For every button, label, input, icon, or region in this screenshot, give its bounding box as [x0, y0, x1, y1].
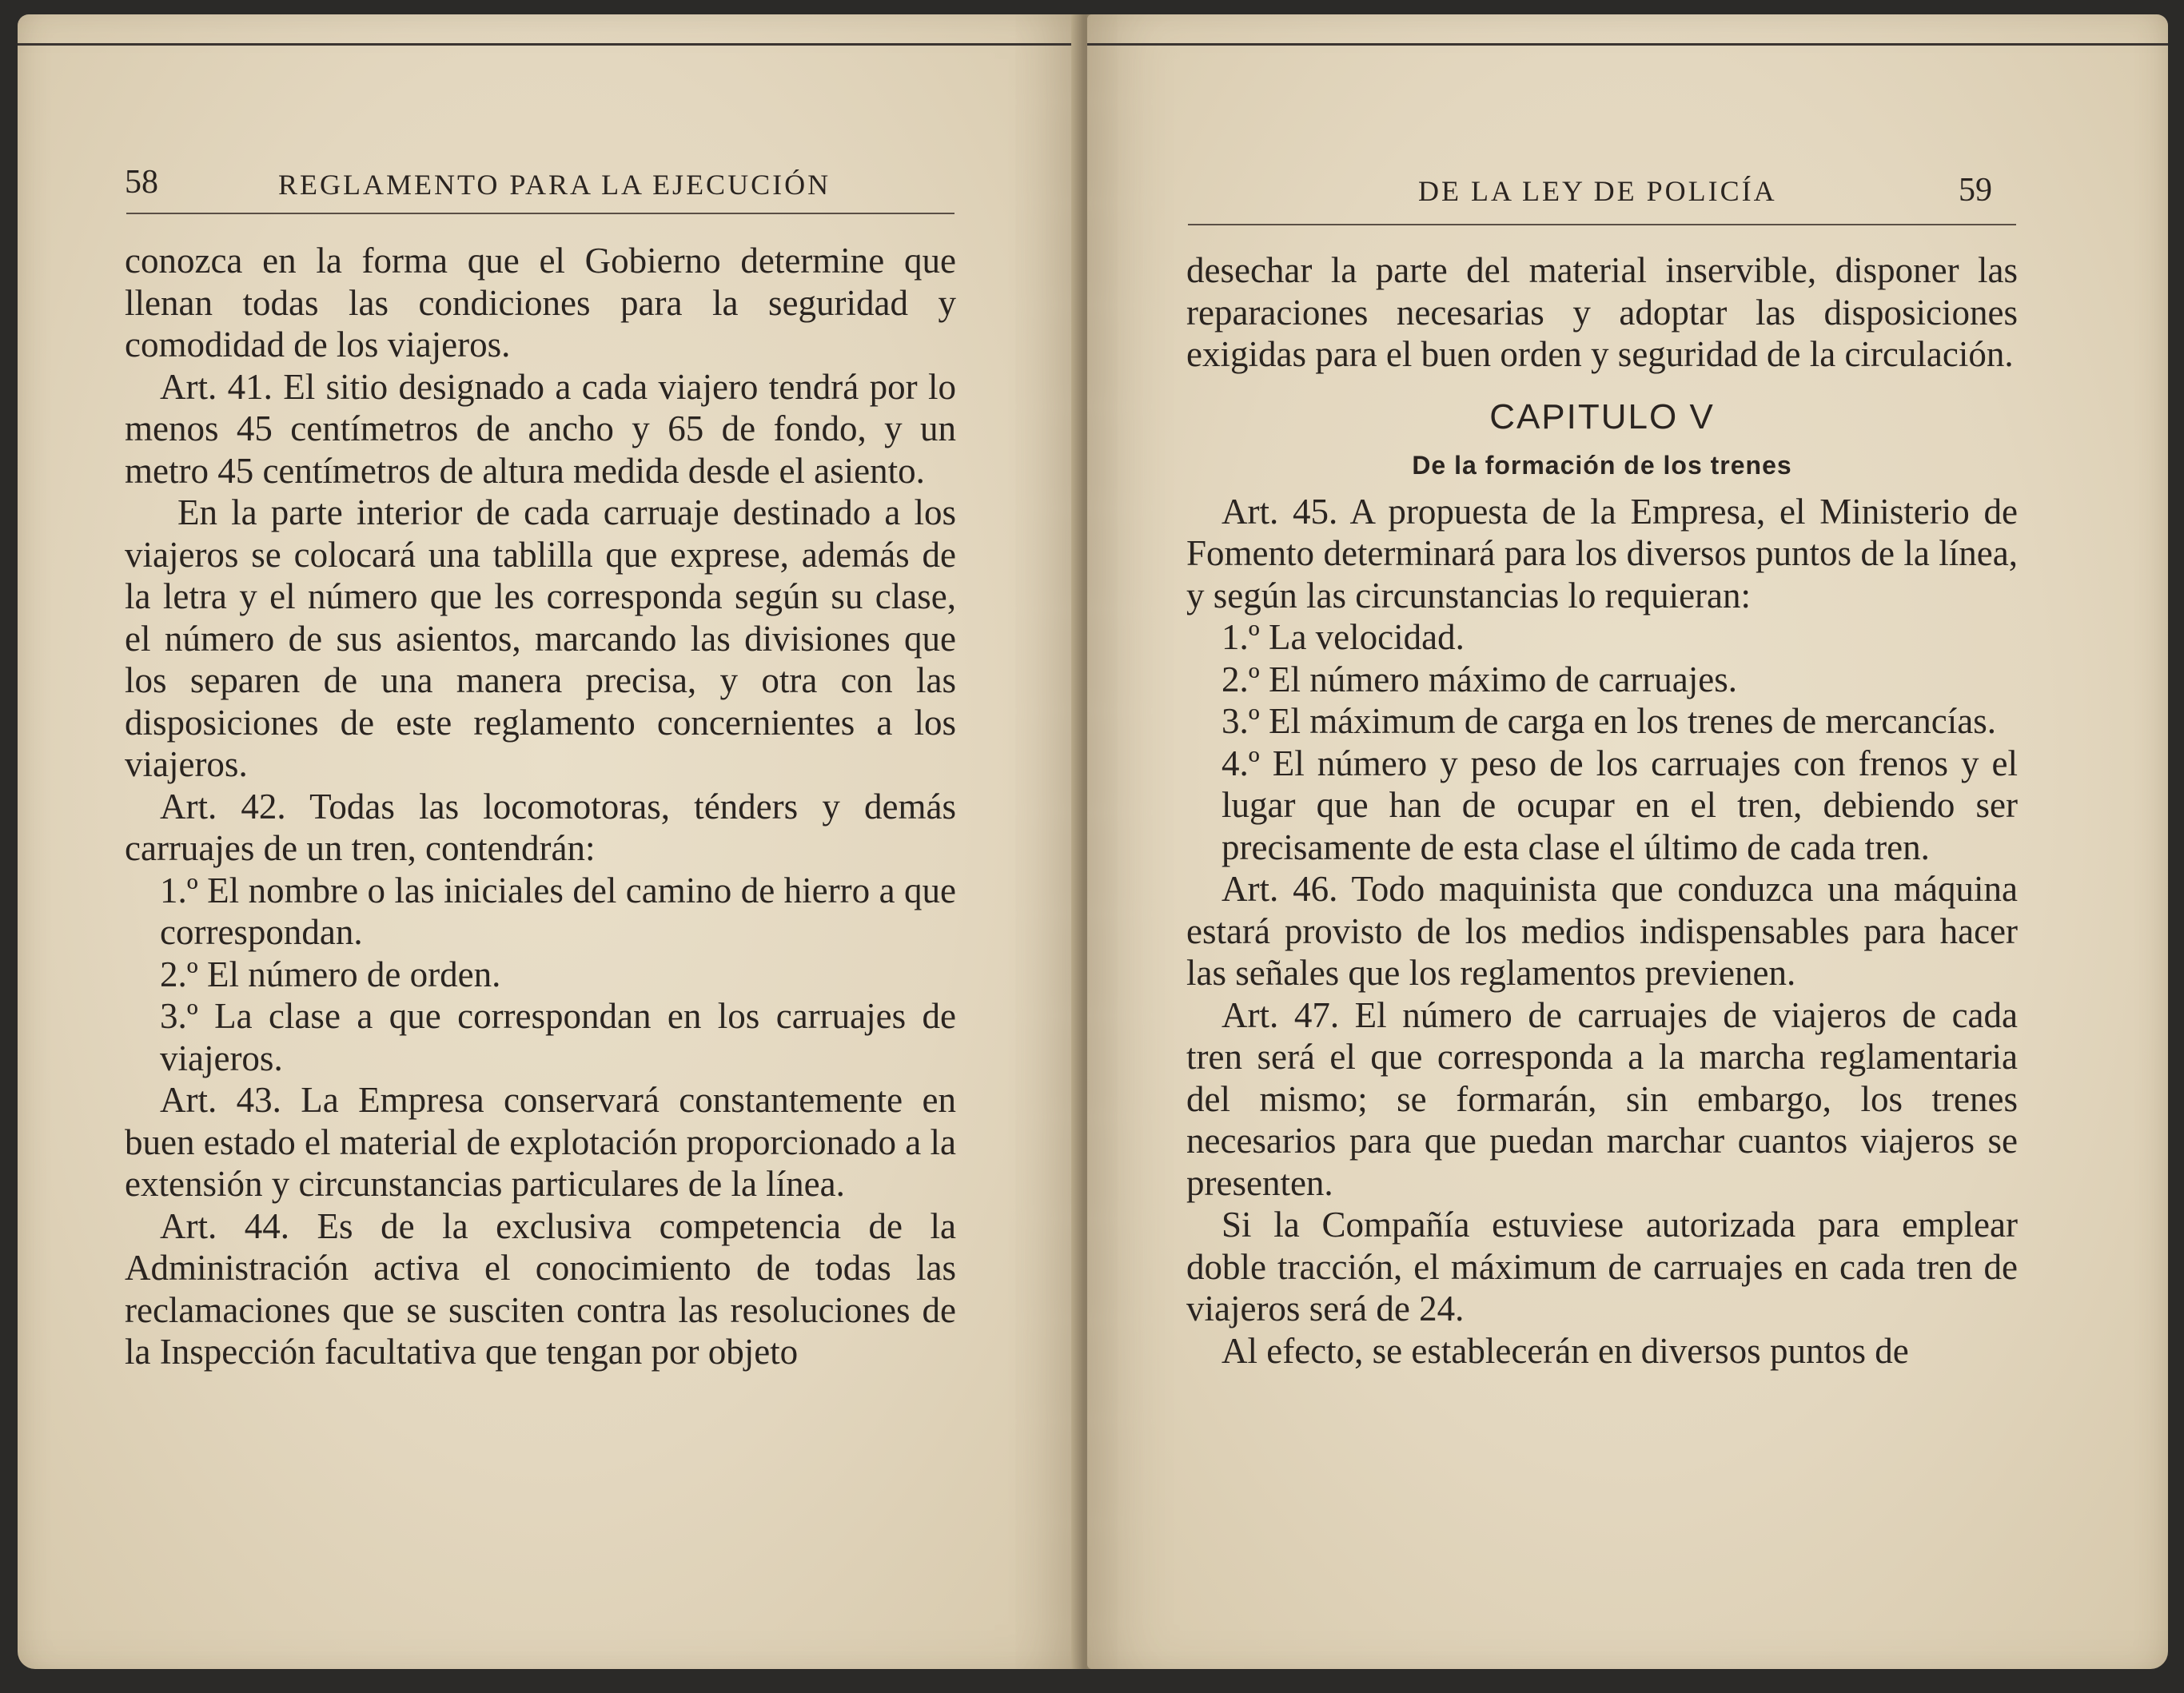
list-item: 4.º El número y peso de los carruajes con frenos y el lugar que han de ocupar en el tren, debiendo ser precisamente de esta clase el último de cada tren.	[1222, 743, 2018, 867]
list-item: 3.º La clase a que correspondan en los carruajes de viajeros.	[160, 996, 956, 1078]
article-47: Art. 47. El número de carruajes de viajeros de cada tren será el que corresponda a la marcha reglamentaria del mismo; se formarán, sin embargo, los trenes necesarios para que puedan marchar cuantos viajeros se presenten.	[1186, 994, 2018, 1203]
article-41: Art. 41. El sitio designado a cada viajero tendrá por lo menos 45 centímetros de ancho y 65 de fondo, y un metro 45 centímetros de altura medida desde el asiento.	[125, 366, 956, 491]
page-number: 59	[1959, 172, 1992, 209]
running-head: DE LA LEY DE POLICÍA	[1418, 175, 1777, 207]
article-46: Art. 46. Todo maquinista que conduzca una máquina estará provisto de los medios indispensables para hacer las señales que los reglamentos previenen.	[1186, 869, 2018, 993]
right-page	[1087, 14, 2168, 1669]
list-item: 1.º La velocidad.	[1222, 617, 1465, 657]
head-rule	[126, 213, 955, 214]
running-head: REGLAMENTO PARA LA EJECUCIÓN	[278, 169, 831, 201]
paragraph: Al efecto, se establecerán en diversos puntos de	[1222, 1330, 1909, 1371]
head-rule	[1188, 224, 2016, 225]
page-number: 58	[125, 164, 158, 201]
list-item: 2.º El número máximo de carruajes.	[1222, 659, 1737, 699]
left-body-text	[125, 240, 956, 1373]
article-45: Art. 45. A propuesta de la Empresa, el Ministerio de Fomento determinará para los diversos puntos de la línea, y según las circunstancias lo requieran:	[1186, 491, 2018, 615]
article-43: Art. 43. La Empresa conservará constantemente en buen estado el material de explotación proporcionado a la extensión y circunstancias particulares de la línea.	[125, 1080, 956, 1204]
chapter-subtitle: De la formación de los trenes	[1412, 450, 1792, 480]
article-44: Art. 44. Es de la exclusiva competencia de la Administración activa el conocimiento de todas las reclamaciones que se susciten contra las resoluciones de la Inspección facultativa que tengan por objeto	[125, 1205, 956, 1372]
paragraph: desechar la parte del material inservible, disponer las reparaciones necesarias y adoptar las disposiciones exigidas para el buen orden y seguridad de la circulación.	[1186, 250, 2018, 374]
paragraph: Si la Compañía estuviese autorizada para emplear doble tracción, el máximum de carruajes en cada tren de viajeros será de 24.	[1186, 1205, 2018, 1329]
left-page	[18, 14, 1081, 1669]
chapter-heading: CAPITULO V	[1489, 396, 1715, 436]
article-42: Art. 42. Todas las locomotoras, ténders y demás carruajes de un tren, contendrán:	[125, 786, 956, 868]
top-rule	[18, 43, 1081, 46]
list-item: 3.º El máximum de carga en los trenes de mercancías.	[1222, 701, 1997, 741]
right-body-text	[1186, 249, 2018, 1372]
list-item: 1.º El nombre o las iniciales del camino de hierro a que correspondan.	[160, 870, 956, 952]
paragraph: conozca en la forma que el Gobierno determine que llenan todas las condiciones para la seguridad y comodidad de los viajeros.	[125, 241, 956, 364]
top-rule	[1087, 43, 2168, 46]
paragraph: En la parte interior de cada carruaje destinado a los viajeros se colocará una tablilla que exprese, además de la letra y el número que les corresponda según su clase, el número de sus asientos, marcando las divisiones que los separen de una manera precisa, y otra con las disposiciones de este reglamento concernientes a los viajeros.	[125, 492, 956, 784]
list-item: 2.º El número de orden.	[160, 954, 501, 994]
